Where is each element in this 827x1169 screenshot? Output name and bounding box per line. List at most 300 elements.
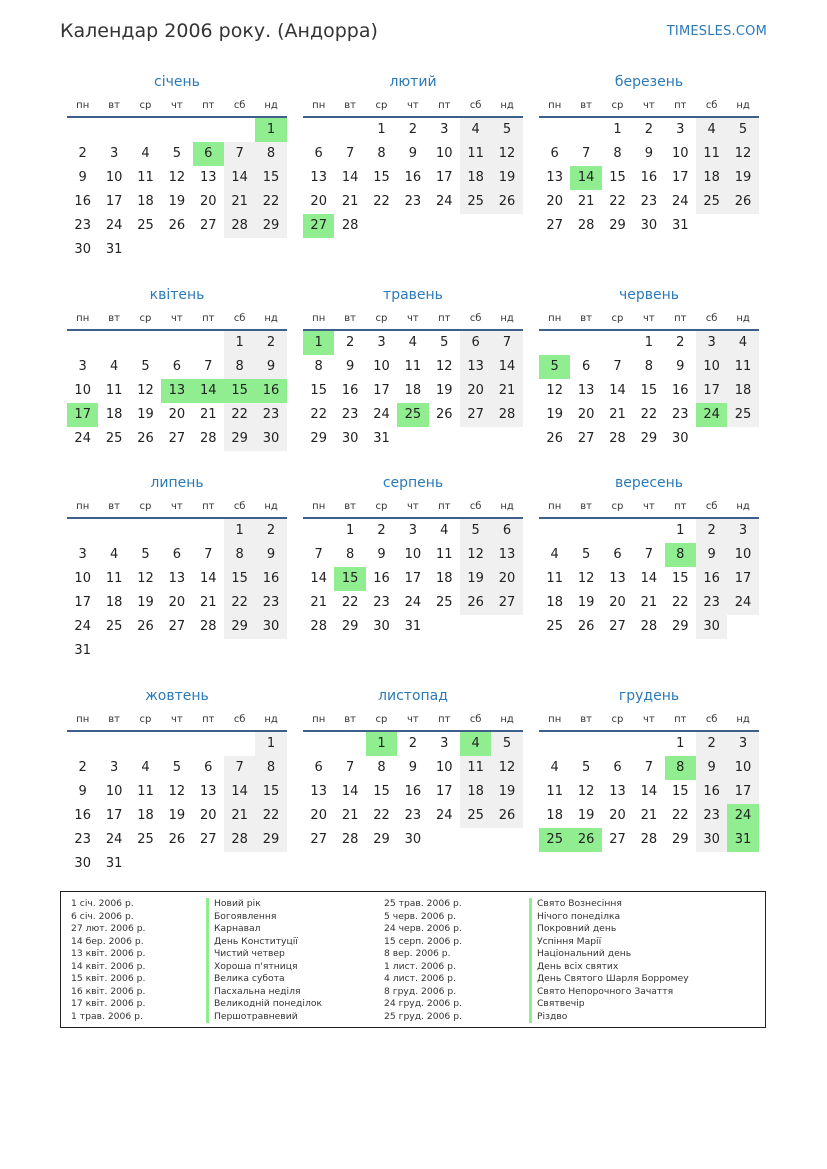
day-cell: 28 xyxy=(224,214,255,238)
day-cell: 12 xyxy=(491,756,522,780)
day-cell: 30 xyxy=(74,242,91,257)
day-cell: 8 xyxy=(314,359,323,374)
weekday-label: пт xyxy=(674,714,687,725)
weekday-label: сб xyxy=(469,313,482,324)
weekday-label: пт xyxy=(438,100,451,111)
month-name: серпень xyxy=(382,475,444,491)
weekday-label: нд xyxy=(500,714,514,725)
empty-cell xyxy=(98,519,129,543)
day-cell: 21 xyxy=(640,595,658,610)
day-cell: 24 xyxy=(74,619,91,634)
day-cell: 28 xyxy=(341,218,359,233)
empty-cell xyxy=(334,118,365,142)
weekday-label: ср xyxy=(139,714,152,725)
day-cell: 8 xyxy=(377,760,386,775)
day-cell: 9 xyxy=(255,543,286,567)
day-cell: 17 xyxy=(373,383,390,398)
day-cell: 10 xyxy=(696,355,727,379)
weekday-label: пн xyxy=(548,714,562,725)
empty-cell xyxy=(334,732,365,756)
weekday-label: ср xyxy=(139,501,152,512)
weekday-label: нд xyxy=(264,100,278,111)
day-cell: 20 xyxy=(460,379,491,403)
day-cell: 30 xyxy=(671,431,689,446)
day-cell: 14 xyxy=(199,571,217,586)
day-cell: 27 xyxy=(609,832,626,847)
weekday-label: сб xyxy=(233,501,246,512)
day-cell: 23 xyxy=(696,591,727,615)
day-cell: 3 xyxy=(377,335,386,350)
day-cell: 10 xyxy=(671,146,689,161)
weekday-label: нд xyxy=(264,501,278,512)
day-cell: 21 xyxy=(491,379,522,403)
day-cell: 14 xyxy=(341,784,359,799)
day-cell: 21 xyxy=(310,595,327,610)
weekday-label: сб xyxy=(469,714,482,725)
day-cell: 26 xyxy=(546,431,563,446)
empty-cell xyxy=(539,519,570,543)
day-cell: 2 xyxy=(78,760,87,775)
day-cell: 13 xyxy=(310,170,327,185)
day-cell: 11 xyxy=(105,571,123,586)
day-cell: 12 xyxy=(577,784,595,799)
day-grid xyxy=(67,732,287,876)
day-cell: 16 xyxy=(74,808,91,823)
legend-names-right xyxy=(529,898,689,1023)
day-grid xyxy=(67,331,287,451)
weekday-label: чт xyxy=(643,100,655,111)
weekday-label: сб xyxy=(705,714,718,725)
weekday-label: пн xyxy=(548,313,562,324)
day-cell: 16 xyxy=(640,170,658,185)
legend-holiday-name: Покровний день xyxy=(529,923,689,936)
day-cell: 26 xyxy=(168,832,186,847)
empty-cell xyxy=(130,732,161,756)
day-cell: 19 xyxy=(546,407,563,422)
weekday-header xyxy=(67,96,287,118)
day-cell: 9 xyxy=(696,756,727,780)
legend-dates-left xyxy=(71,898,145,1023)
day-cell: 24 xyxy=(435,808,453,823)
day-cell: 27 xyxy=(168,619,186,634)
day-cell: 13 xyxy=(310,784,327,799)
day-cell: 13 xyxy=(168,571,186,586)
day-cell: 5 xyxy=(141,547,150,562)
day-cell: 16 xyxy=(341,383,359,398)
weekday-label: пн xyxy=(548,100,562,111)
empty-cell xyxy=(224,118,255,142)
day-cell: 15 xyxy=(671,784,689,799)
holiday-day-cell: 15 xyxy=(334,567,365,591)
legend-date: 14 бер. 2006 р. xyxy=(71,935,144,947)
legend-date: 1 лист. 2006 р. xyxy=(384,960,456,972)
holiday-day-cell: 31 xyxy=(727,828,758,852)
month-name: травень xyxy=(383,287,443,303)
day-cell: 22 xyxy=(671,595,689,610)
day-cell: 12 xyxy=(435,359,453,374)
day-cell: 30 xyxy=(640,218,658,233)
holiday-day-cell: 8 xyxy=(665,543,696,567)
legend-date: 17 квіт. 2006 р. xyxy=(71,998,146,1009)
day-cell: 1 xyxy=(224,331,255,355)
weekday-label: чт xyxy=(407,100,419,111)
empty-cell xyxy=(67,118,98,142)
day-cell: 18 xyxy=(460,166,491,190)
day-cell: 1 xyxy=(255,732,286,756)
legend-holiday-name: День Святого Шарля Борромеу xyxy=(529,973,689,986)
weekday-label: чт xyxy=(407,313,419,324)
weekday-header xyxy=(303,710,523,732)
day-cell: 21 xyxy=(577,194,595,209)
weekday-label: пт xyxy=(438,313,451,324)
day-cell: 22 xyxy=(373,194,390,209)
day-cell: 9 xyxy=(696,543,727,567)
day-cell: 26 xyxy=(137,431,154,446)
day-cell: 23 xyxy=(404,808,422,823)
weekday-label: сб xyxy=(233,100,246,111)
day-cell: 29 xyxy=(341,619,359,634)
month-name: червень xyxy=(618,287,680,303)
day-cell: 12 xyxy=(546,383,563,398)
day-cell: 3 xyxy=(109,146,119,161)
site-link[interactable]: TIMESLES.COM xyxy=(666,24,767,39)
empty-cell xyxy=(67,732,98,756)
day-cell: 10 xyxy=(435,146,453,161)
day-cell: 8 xyxy=(255,142,286,166)
day-cell: 15 xyxy=(609,170,626,185)
day-cell: 3 xyxy=(676,122,685,137)
day-cell: 4 xyxy=(727,331,758,355)
day-cell: 4 xyxy=(408,335,417,350)
day-cell: 16 xyxy=(373,571,390,586)
day-cell: 9 xyxy=(255,355,286,379)
day-cell: 11 xyxy=(727,355,758,379)
weekday-label: вт xyxy=(108,100,120,111)
legend-date: 13 квіт. 2006 р. xyxy=(71,948,146,959)
weekday-label: вт xyxy=(580,100,592,111)
day-cell: 19 xyxy=(577,808,595,823)
day-cell: 22 xyxy=(671,808,689,823)
month-name: вересень xyxy=(614,475,684,491)
day-cell: 29 xyxy=(224,615,255,639)
day-cell: 20 xyxy=(609,808,626,823)
day-cell: 17 xyxy=(105,194,123,209)
day-cell: 8 xyxy=(613,146,622,161)
day-cell: 1 xyxy=(377,122,386,137)
day-cell: 6 xyxy=(581,359,591,374)
day-cell: 20 xyxy=(609,595,626,610)
legend-holiday-name: Карнавал xyxy=(206,923,322,936)
day-grid xyxy=(67,519,287,663)
day-cell: 29 xyxy=(310,431,327,446)
empty-cell xyxy=(98,732,129,756)
page-title: Календар 2006 року. (Андорра) xyxy=(60,20,378,42)
day-cell: 25 xyxy=(137,218,154,233)
day-cell: 16 xyxy=(404,170,422,185)
holiday-day-cell: 1 xyxy=(303,331,334,355)
legend-holiday-name: Свято Вознесіння xyxy=(529,898,689,911)
legend-date: 15 серп. 2006 р. xyxy=(384,935,463,947)
day-cell: 22 xyxy=(224,403,255,427)
day-cell: 20 xyxy=(546,194,563,209)
empty-cell xyxy=(570,331,601,355)
legend-date: 14 квіт. 2006 р. xyxy=(71,960,146,972)
legend-holiday-name: Чистий четвер xyxy=(206,948,322,961)
day-cell: 29 xyxy=(640,431,658,446)
day-cell: 10 xyxy=(404,547,422,562)
weekday-label: вт xyxy=(344,313,356,324)
day-cell: 23 xyxy=(404,194,422,209)
day-cell: 17 xyxy=(105,808,123,823)
day-cell: 9 xyxy=(78,170,87,185)
day-cell: 23 xyxy=(74,218,91,233)
day-cell: 18 xyxy=(435,571,453,586)
day-cell: 2 xyxy=(408,122,417,137)
empty-cell xyxy=(539,331,570,355)
legend-holiday-name: Богоявлення xyxy=(206,911,322,924)
weekday-label: ср xyxy=(375,313,388,324)
day-cell: 10 xyxy=(105,170,123,185)
day-cell: 11 xyxy=(137,784,154,799)
day-cell: 23 xyxy=(255,403,286,427)
day-cell: 4 xyxy=(550,760,559,775)
weekday-label: нд xyxy=(264,714,278,725)
day-cell: 8 xyxy=(377,146,386,161)
day-cell: 27 xyxy=(460,403,491,427)
empty-cell xyxy=(67,331,98,355)
empty-cell xyxy=(602,732,633,756)
month-name: листопад xyxy=(378,688,448,704)
day-cell: 12 xyxy=(491,142,522,166)
weekday-label: сб xyxy=(233,714,246,725)
day-cell: 20 xyxy=(577,407,595,422)
day-cell: 5 xyxy=(460,519,491,543)
day-cell: 13 xyxy=(609,571,626,586)
day-cell: 10 xyxy=(373,359,390,374)
weekday-label: сб xyxy=(469,501,482,512)
day-cell: 12 xyxy=(137,571,154,586)
day-cell: 3 xyxy=(440,736,449,751)
weekday-label: ср xyxy=(611,501,624,512)
weekday-label: пн xyxy=(76,501,90,512)
day-cell: 19 xyxy=(460,567,491,591)
month-block xyxy=(303,285,523,451)
holiday-day-cell: 14 xyxy=(570,166,601,190)
day-cell: 25 xyxy=(460,804,491,828)
day-cell: 12 xyxy=(168,170,186,185)
legend-names-left xyxy=(206,898,322,1023)
day-cell: 22 xyxy=(224,591,255,615)
legend-date: 25 груд. 2006 р. xyxy=(384,1010,462,1022)
weekday-label: нд xyxy=(264,313,278,324)
day-cell: 1 xyxy=(676,523,685,538)
holiday-day-cell: 16 xyxy=(255,379,286,403)
weekday-label: пн xyxy=(312,714,326,725)
day-cell: 21 xyxy=(341,194,359,209)
day-cell: 9 xyxy=(345,359,355,374)
day-cell: 29 xyxy=(609,218,626,233)
day-cell: 7 xyxy=(345,146,355,161)
month-name: грудень xyxy=(618,688,680,704)
weekday-header xyxy=(67,710,287,732)
day-cell: 2 xyxy=(78,146,87,161)
weekday-label: пт xyxy=(438,501,451,512)
weekday-label: чт xyxy=(171,714,183,725)
legend-holiday-name: Пасхальна неділя xyxy=(206,986,322,999)
day-cell: 11 xyxy=(460,756,491,780)
day-grid xyxy=(539,732,759,852)
day-cell: 9 xyxy=(408,146,417,161)
empty-cell xyxy=(193,732,224,756)
day-cell: 25 xyxy=(105,619,123,634)
day-cell: 15 xyxy=(373,170,390,185)
day-cell: 5 xyxy=(491,732,522,756)
weekday-label: нд xyxy=(500,313,514,324)
weekday-header xyxy=(303,497,523,519)
day-cell: 19 xyxy=(168,194,186,209)
day-cell: 24 xyxy=(671,194,689,209)
day-cell: 8 xyxy=(255,756,286,780)
day-cell: 18 xyxy=(137,194,154,209)
holiday-day-cell: 14 xyxy=(193,379,224,403)
legend-holiday-name: Національний день xyxy=(529,948,689,961)
day-cell: 18 xyxy=(696,166,727,190)
day-cell: 31 xyxy=(105,856,123,871)
empty-cell xyxy=(130,118,161,142)
weekday-label: ср xyxy=(375,100,388,111)
day-cell: 17 xyxy=(404,571,422,586)
month-block xyxy=(539,72,759,238)
day-cell: 15 xyxy=(310,383,327,398)
day-cell: 16 xyxy=(74,194,91,209)
day-cell: 23 xyxy=(671,407,689,422)
empty-cell xyxy=(570,118,601,142)
month-block xyxy=(303,686,523,852)
day-cell: 9 xyxy=(377,547,386,562)
day-cell: 30 xyxy=(404,832,422,847)
month-block xyxy=(67,473,287,663)
day-cell: 6 xyxy=(613,547,622,562)
day-cell: 28 xyxy=(491,403,522,427)
day-cell: 4 xyxy=(440,523,449,538)
day-cell: 26 xyxy=(460,591,491,615)
empty-cell xyxy=(303,118,334,142)
weekday-label: пт xyxy=(438,714,451,725)
day-cell: 3 xyxy=(727,519,758,543)
day-cell: 16 xyxy=(696,780,727,804)
day-cell: 3 xyxy=(78,547,87,562)
day-cell: 31 xyxy=(404,619,422,634)
day-cell: 3 xyxy=(440,122,449,137)
day-cell: 9 xyxy=(408,760,417,775)
holiday-day-cell: 17 xyxy=(67,403,98,427)
empty-cell xyxy=(633,732,664,756)
day-grid xyxy=(303,519,523,639)
day-cell: 25 xyxy=(727,403,758,427)
day-cell: 18 xyxy=(460,780,491,804)
day-cell: 2 xyxy=(676,335,685,350)
month-block xyxy=(539,285,759,451)
day-cell: 7 xyxy=(224,756,255,780)
weekday-label: сб xyxy=(705,501,718,512)
day-cell: 28 xyxy=(640,832,658,847)
legend-holiday-name: Велика субота xyxy=(206,973,322,986)
legend-date: 8 груд. 2006 р. xyxy=(384,985,457,997)
day-cell: 13 xyxy=(199,784,217,799)
empty-cell xyxy=(602,331,633,355)
weekday-label: чт xyxy=(407,501,419,512)
day-cell: 5 xyxy=(581,547,591,562)
weekday-label: ср xyxy=(611,313,624,324)
weekday-label: ср xyxy=(611,100,624,111)
day-cell: 13 xyxy=(577,383,595,398)
day-cell: 24 xyxy=(404,595,422,610)
legend-dates-right xyxy=(384,898,462,1023)
empty-cell xyxy=(193,519,224,543)
holiday-day-cell: 24 xyxy=(696,403,727,427)
day-cell: 24 xyxy=(105,218,123,233)
day-cell: 1 xyxy=(224,519,255,543)
day-cell: 14 xyxy=(609,383,626,398)
legend-date: 4 лист. 2006 р. xyxy=(384,973,456,984)
day-cell: 27 xyxy=(199,832,217,847)
day-cell: 3 xyxy=(408,523,417,538)
day-cell: 27 xyxy=(577,431,595,446)
day-cell: 4 xyxy=(141,146,150,161)
day-cell: 7 xyxy=(314,547,323,562)
day-cell: 20 xyxy=(491,567,522,591)
day-cell: 19 xyxy=(491,780,522,804)
legend-date: 25 трав. 2006 р. xyxy=(384,898,462,909)
day-cell: 8 xyxy=(345,547,355,562)
weekday-label: чт xyxy=(407,714,419,725)
day-cell: 11 xyxy=(105,383,123,398)
day-cell: 30 xyxy=(74,856,91,871)
month-block xyxy=(303,473,523,639)
day-cell: 23 xyxy=(696,804,727,828)
day-cell: 17 xyxy=(671,170,689,185)
empty-cell xyxy=(570,732,601,756)
day-cell: 7 xyxy=(581,146,591,161)
day-cell: 17 xyxy=(727,567,758,591)
holiday-day-cell: 1 xyxy=(366,732,397,756)
day-cell: 20 xyxy=(310,808,327,823)
day-cell: 1 xyxy=(345,523,355,538)
day-cell: 1 xyxy=(644,335,653,350)
day-cell: 2 xyxy=(377,523,386,538)
day-cell: 8 xyxy=(644,359,653,374)
holiday-day-cell: 25 xyxy=(539,828,570,852)
empty-cell xyxy=(303,732,334,756)
day-cell: 29 xyxy=(255,214,286,238)
weekday-header xyxy=(303,309,523,331)
weekday-label: нд xyxy=(500,100,514,111)
weekday-label: пн xyxy=(548,501,562,512)
legend-holiday-name: Нічого понеділка xyxy=(529,911,689,924)
day-cell: 21 xyxy=(199,407,217,422)
day-grid xyxy=(539,331,759,451)
day-cell: 22 xyxy=(341,595,359,610)
empty-cell xyxy=(193,331,224,355)
day-cell: 15 xyxy=(640,383,658,398)
holiday-day-cell: 8 xyxy=(665,756,696,780)
day-cell: 22 xyxy=(640,407,658,422)
day-cell: 14 xyxy=(341,170,359,185)
weekday-label: вт xyxy=(344,100,356,111)
day-cell: 1 xyxy=(613,122,622,137)
day-cell: 4 xyxy=(550,547,559,562)
weekday-label: чт xyxy=(643,313,655,324)
